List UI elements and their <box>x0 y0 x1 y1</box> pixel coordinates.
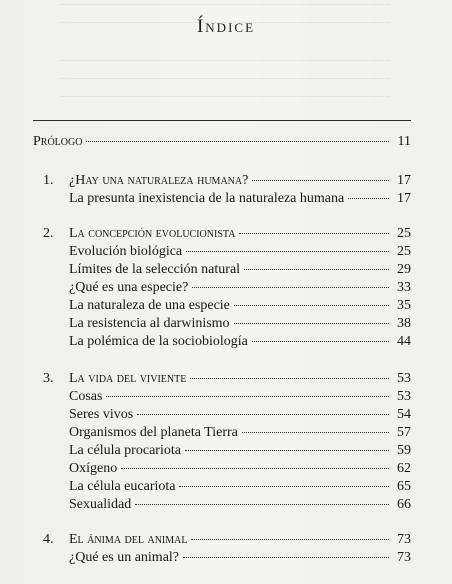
toc-page-number: 57 <box>397 425 411 440</box>
leader-dots <box>252 341 389 342</box>
toc-page-number: 53 <box>397 371 411 386</box>
page-title: Índice <box>196 16 256 37</box>
toc-section <box>69 316 411 332</box>
header-rule <box>33 120 411 121</box>
toc-page-number: 44 <box>397 334 411 349</box>
leader-dots <box>192 287 389 288</box>
leader-dots <box>106 396 389 397</box>
toc-section <box>69 244 411 260</box>
leader-dots <box>244 269 389 270</box>
toc-section <box>69 407 411 423</box>
toc-page-number: 33 <box>397 280 411 295</box>
toc-page-number: 35 <box>397 298 411 313</box>
toc-page-number: 25 <box>397 226 411 241</box>
toc-section <box>69 389 411 405</box>
toc-section <box>69 550 411 566</box>
section-title: La polémica de la sociobiología <box>69 334 248 349</box>
toc-section <box>69 425 411 441</box>
toc-section <box>69 479 411 495</box>
toc-page-number: 54 <box>397 407 411 422</box>
chapter-title: El ánima del animal <box>69 532 188 547</box>
toc-page-number: 73 <box>397 550 411 565</box>
toc-page-number: 29 <box>397 262 411 277</box>
leader-dots <box>234 323 389 324</box>
leader-dots <box>242 432 389 433</box>
leader-dots <box>252 180 389 181</box>
toc-prologue-label: Prólogo <box>33 134 83 149</box>
section-title: La célula procariota <box>69 443 181 458</box>
section-title: La resistencia al darwinismo <box>69 316 230 331</box>
leader-dots <box>186 251 389 252</box>
toc-page-number: 17 <box>397 191 411 206</box>
leader-dots <box>185 450 389 451</box>
section-title: Organismos del planeta Tierra <box>69 425 238 440</box>
leader-dots <box>191 539 389 540</box>
section-title: ¿Qué es una especie? <box>69 280 189 295</box>
toc-page-number: 11 <box>397 134 411 149</box>
chapter-title: La concepción evolucionista <box>69 226 236 241</box>
toc-chapter <box>43 226 411 242</box>
chapter-number: 1. <box>43 173 54 188</box>
leader-dots <box>179 486 389 487</box>
section-title: Cosas <box>69 389 103 404</box>
section-title: ¿Qué es un animal? <box>69 550 180 565</box>
leader-dots <box>137 414 389 415</box>
toc-section <box>69 497 411 513</box>
chapter-number: 2. <box>43 226 54 241</box>
chapter-title: ¿Hay una naturaleza humana? <box>69 173 249 188</box>
toc-section <box>69 334 411 350</box>
toc-section <box>69 461 411 477</box>
chapter-title: La vida del viviente <box>69 371 187 386</box>
section-title: La célula eucariota <box>69 479 176 494</box>
leader-dots <box>348 198 389 199</box>
chapter-number: 3. <box>43 371 54 386</box>
leader-dots <box>234 305 389 306</box>
toc-page-number: 25 <box>397 244 411 259</box>
leader-dots <box>183 557 389 558</box>
leader-dots <box>121 468 389 469</box>
toc-page-number: 17 <box>397 173 411 188</box>
toc-section <box>69 443 411 459</box>
toc-section <box>69 262 411 278</box>
toc-page-number: 53 <box>397 389 411 404</box>
chapter-number: 4. <box>43 532 54 547</box>
toc-page-number: 38 <box>397 316 411 331</box>
toc-page-number: 73 <box>397 532 411 547</box>
toc-chapter <box>43 173 411 189</box>
section-title: Oxígeno <box>69 461 118 476</box>
toc-page-number: 65 <box>397 479 411 494</box>
leader-dots <box>239 233 389 234</box>
toc-section <box>69 191 411 207</box>
toc-page-number: 62 <box>397 461 411 476</box>
leader-dots <box>86 141 389 142</box>
toc-chapter <box>43 532 411 548</box>
toc-page-number: 66 <box>397 497 411 512</box>
leader-dots <box>190 378 389 379</box>
toc-chapter <box>43 371 411 387</box>
section-title: La naturaleza de una especie <box>69 298 230 313</box>
toc-prologue <box>33 134 411 150</box>
section-title: Límites de la selección natural <box>69 262 241 277</box>
toc-page-number: 59 <box>397 443 411 458</box>
section-title: Seres vivos <box>69 407 134 422</box>
toc-section <box>69 280 411 296</box>
section-title: La presunta inexistencia de la naturaleza humana <box>69 191 345 206</box>
toc-section <box>69 298 411 314</box>
section-title: Evolución biológica <box>69 244 183 259</box>
leader-dots <box>135 504 389 505</box>
section-title: Sexualidad <box>69 497 132 512</box>
